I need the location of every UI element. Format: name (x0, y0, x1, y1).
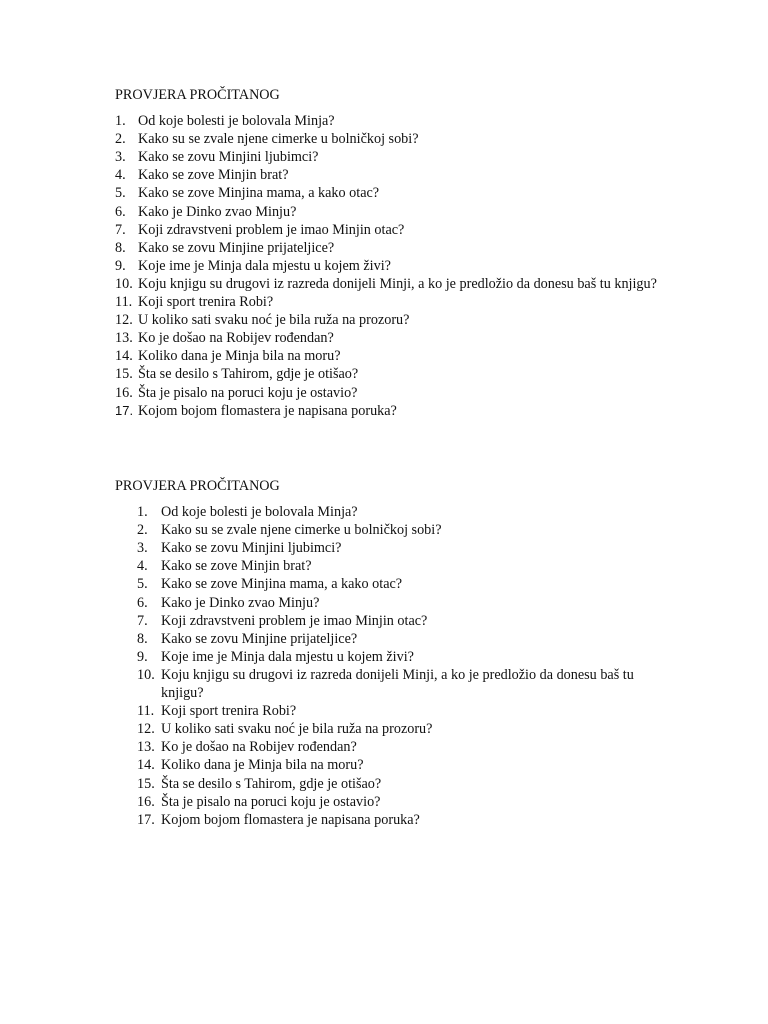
question-number: 6. (115, 203, 126, 220)
question-text: Ko je došao na Robijev rođendan? (138, 330, 334, 347)
question-text: Od koje bolesti je bolovala Minja? (161, 504, 358, 521)
question-text: Koju knjigu su drugovi iz razreda donijeli Minji, a ko je predložio da donesu baš tu knjigu? (161, 666, 634, 702)
question-number: 13. (115, 330, 133, 347)
question-item (115, 221, 675, 239)
question-number: 14. (137, 757, 155, 774)
question-item (115, 503, 675, 521)
question-section-2 (115, 477, 675, 829)
question-text: Koje ime je Minja dala mjestu u kojem živi? (161, 648, 414, 665)
question-item (115, 203, 675, 221)
question-number: 15. (137, 775, 155, 792)
question-item (115, 575, 675, 593)
question-item (115, 112, 675, 130)
question-number: 4. (137, 558, 148, 575)
question-item (115, 738, 675, 756)
question-text: U koliko sati svaku noć je bila ruža na prozoru? (138, 312, 410, 329)
question-text: Koji sport trenira Robi? (138, 294, 274, 311)
question-number: 3. (115, 149, 126, 166)
question-number: 10. (137, 666, 155, 683)
question-item (115, 666, 675, 702)
question-item (115, 384, 675, 402)
question-item (115, 720, 675, 738)
question-text: Od koje bolesti je bolovala Minja? (138, 113, 335, 130)
question-text: Koje ime je Minja dala mjestu u kojem živi? (138, 257, 391, 274)
question-number: 1. (115, 113, 126, 130)
question-number: 2. (137, 522, 148, 539)
question-item (115, 521, 675, 539)
question-text: Kako je Dinko zvao Minju? (138, 203, 297, 220)
question-list (115, 503, 675, 829)
question-item (115, 612, 675, 630)
section-heading: PROVJERA PROČITANOG (115, 478, 280, 494)
question-text: Kako se zovu Minjine prijateljice? (138, 239, 335, 256)
question-number: 8. (137, 630, 148, 647)
question-text: Kako se zove Minjin brat? (161, 558, 312, 575)
question-text: Kojom bojom flomastera je napisana poruka? (138, 402, 397, 419)
question-number: 6. (137, 594, 148, 611)
question-text: Kako se zove Minjina mama, a kako otac? (161, 576, 403, 593)
question-number: 7. (137, 612, 148, 629)
question-item (115, 329, 675, 347)
question-item (115, 756, 675, 774)
question-number: 13. (137, 739, 155, 756)
question-text: Kako se zovu Minjini ljubimci? (138, 149, 319, 166)
question-number: 16. (137, 793, 155, 810)
question-number: 4. (115, 167, 126, 184)
question-text: Kako su se zvale njene cimerke u bolničkoj sobi? (138, 131, 419, 148)
question-item (115, 557, 675, 575)
question-number: 17. (115, 402, 134, 418)
question-text: Šta je pisalo na poruci koju je ostavio? (138, 384, 358, 401)
question-text: Šta se desilo s Tahirom, gdje je otišao? (138, 366, 359, 383)
question-text: Šta je pisalo na poruci koju je ostavio? (161, 793, 381, 810)
question-item (115, 293, 675, 311)
question-text: Kojom bojom flomastera je napisana poruka? (161, 811, 420, 828)
question-number: 9. (137, 648, 148, 665)
question-item (115, 775, 675, 793)
question-number: 3. (137, 540, 148, 557)
question-number: 5. (115, 185, 126, 202)
question-number: 12. (137, 721, 155, 738)
question-item (115, 130, 675, 148)
question-text: Koliko dana je Minja bila na moru? (138, 348, 341, 365)
question-text: Ko je došao na Robijev rođendan? (161, 739, 357, 756)
question-item (115, 702, 675, 720)
question-number: 16. (115, 384, 133, 401)
question-item (115, 148, 675, 166)
question-number: 5. (137, 576, 148, 593)
question-text: Koji sport trenira Robi? (161, 703, 297, 720)
question-number: 17. (137, 811, 155, 828)
question-item (115, 539, 675, 557)
question-item (115, 811, 675, 829)
question-text: Kako je Dinko zvao Minju? (161, 594, 320, 611)
question-item (115, 648, 675, 666)
question-text: Koji zdravstveni problem je imao Minjin otac? (161, 612, 428, 629)
question-item (115, 239, 675, 257)
question-number: 8. (115, 239, 126, 256)
question-text: U koliko sati svaku noć je bila ruža na prozoru? (161, 721, 433, 738)
question-list (115, 112, 675, 420)
question-text: Šta se desilo s Tahirom, gdje je otišao? (161, 775, 382, 792)
question-text: Koju knjigu su drugovi iz razreda donijeli Minji, a ko je predložio da donesu baš tu knjigu? (138, 275, 657, 292)
question-number: 14. (115, 348, 133, 365)
question-number: 7. (115, 221, 126, 238)
question-number: 2. (115, 131, 126, 148)
question-text: Kako se zove Minjin brat? (138, 167, 289, 184)
question-item (115, 275, 675, 293)
question-text: Koliko dana je Minja bila na moru? (161, 757, 364, 774)
question-item (115, 402, 675, 420)
question-item (115, 630, 675, 648)
section-heading: PROVJERA PROČITANOG (115, 87, 280, 103)
question-number: 1. (137, 504, 148, 521)
question-section-1 (115, 86, 675, 420)
question-item (115, 594, 675, 612)
question-text: Kako se zovu Minjini ljubimci? (161, 540, 342, 557)
question-number: 11. (115, 294, 133, 311)
question-text: Kako se zovu Minjine prijateljice? (161, 630, 358, 647)
question-number: 12. (115, 312, 133, 329)
question-item (115, 347, 675, 365)
question-number: 9. (115, 257, 126, 274)
question-text: Kako su se zvale njene cimerke u bolničkoj sobi? (161, 522, 442, 539)
question-item (115, 311, 675, 329)
question-item (115, 365, 675, 383)
question-item (115, 257, 675, 275)
question-number: 15. (115, 366, 133, 383)
question-text: Kako se zove Minjina mama, a kako otac? (138, 185, 380, 202)
question-number: 11. (137, 703, 155, 720)
question-item (115, 184, 675, 202)
question-text: Koji zdravstveni problem je imao Minjin otac? (138, 221, 405, 238)
question-item (115, 793, 675, 811)
question-item (115, 166, 675, 184)
question-number: 10. (115, 275, 133, 292)
